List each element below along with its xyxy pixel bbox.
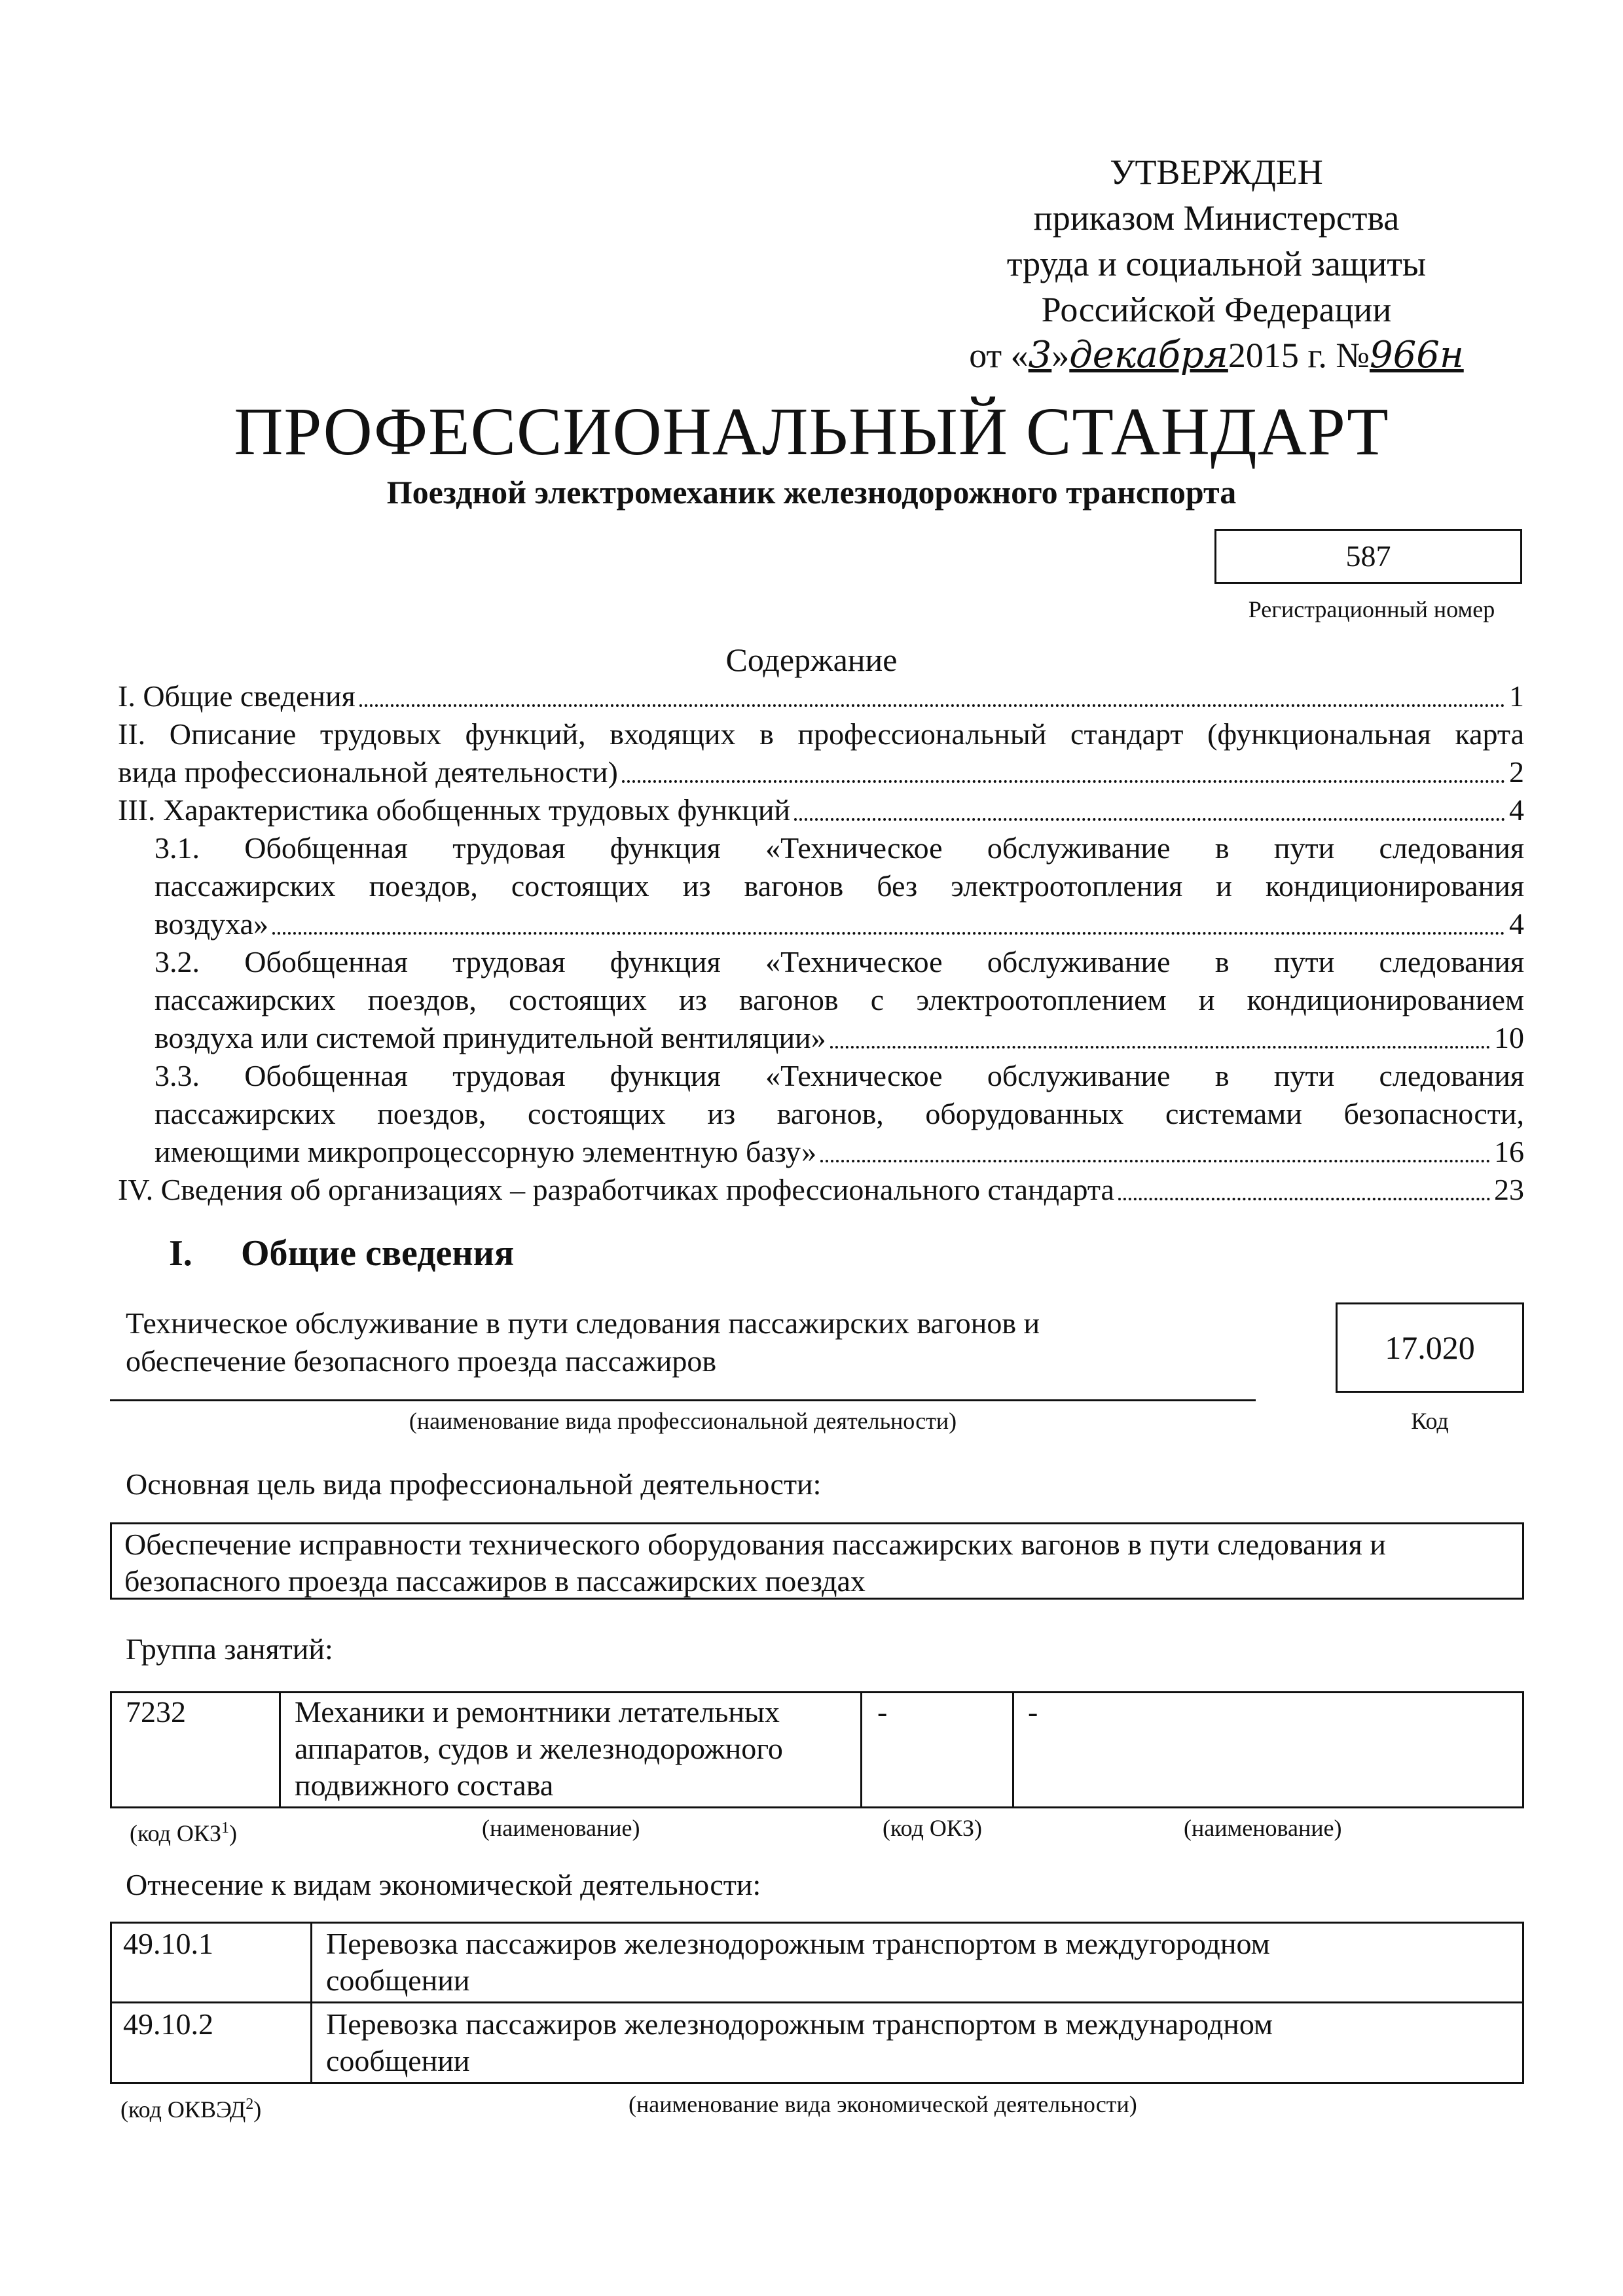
approval-line-3: труда и социальной защиты <box>1006 244 1427 283</box>
econ-activity-2-line-1: Перевозка пассажиров железнодорожным транспортом в международном <box>326 2007 1273 2041</box>
econ-table <box>110 1922 1524 2084</box>
activity-caption: (наименование вида профессиональной деятельности) <box>409 1408 957 1434</box>
table-row-divider <box>110 2001 1524 2003</box>
table-border-left <box>110 1691 112 1808</box>
toc-item-3-2-line-1[interactable]: 3.2. Обобщенная трудовая функция «Техническое обслуживание в пути следования <box>155 945 1524 978</box>
document-title: ПРОФЕССИОНАЛЬНЫЙ СТАНДАРТ <box>234 394 1389 469</box>
goal-text-line-2: безопасного проезда пассажиров в пассажирских поездах <box>124 1564 866 1598</box>
okved-code-caption <box>120 2089 261 2125</box>
occupation-name-1-line-1: Механики и ремонтники летательных <box>295 1695 780 1729</box>
toc-item-3-3-line-1[interactable]: 3.3. Обобщенная трудовая функция «Техническое обслуживание в пути следования <box>155 1059 1524 1092</box>
toc-leader-dots <box>820 1160 1490 1162</box>
toc-item-label: воздуха или системой принудительной вентиляции» <box>155 1021 826 1054</box>
goal-text-line-1: Обеспечение исправности технического оборудования пассажирских вагонов в пути следования и <box>124 1528 1386 1561</box>
caption-text: (код ОКВЭД <box>120 2096 246 2123</box>
activity-name-line-2: обеспечение безопасного проезда пассажиров <box>126 1344 717 1378</box>
caption-text: (код ОКЗ <box>130 1820 221 1846</box>
toc-item-3-1[interactable] <box>155 905 1524 944</box>
registration-number-label: Регистрационный номер <box>1248 596 1495 622</box>
toc-item-label: вида профессиональной деятельности) <box>118 755 618 789</box>
table-divider <box>1012 1691 1014 1808</box>
section-number: I. <box>169 1233 192 1274</box>
group-table <box>110 1691 1524 1808</box>
toc-item-3-1-line-2[interactable]: пассажирских поездов, состоящих из вагонов без электроотопления и кондиционирования <box>155 869 1524 903</box>
handwritten-day: 3 <box>1028 334 1052 376</box>
toc-page-number: 4 <box>1509 907 1524 941</box>
toc-leader-dots <box>622 780 1505 783</box>
section-1-heading <box>169 1230 514 1276</box>
toc-leader-dots <box>1118 1198 1490 1200</box>
activity-code-box: 17.020 <box>1336 1302 1524 1393</box>
toc-leader-dots <box>830 1046 1490 1049</box>
toc-item-label: имеющими микропроцессорную элементную базу» <box>155 1135 817 1168</box>
approval-block <box>968 149 1465 378</box>
toc-item-3-3[interactable] <box>155 1132 1524 1172</box>
occupation-name-2: - <box>1028 1695 1038 1729</box>
toc-page-number: 1 <box>1509 679 1524 713</box>
occupation-name-1-line-3: подвижного состава <box>295 1768 554 1802</box>
toc-page-number: 10 <box>1494 1021 1524 1054</box>
activity-underline <box>110 1399 1256 1401</box>
table-border-top <box>110 1922 1524 1924</box>
approval-line-2: приказом Министерства <box>1033 198 1400 238</box>
footnote-mark: 1 <box>221 1820 229 1837</box>
toc-item-label: IV. Сведения об организациях – разработчиках профессионального стандарта <box>118 1173 1114 1206</box>
table-border-left <box>110 1922 112 2084</box>
table-border-right <box>1522 1691 1524 1808</box>
section-title: Общие сведения <box>241 1233 515 1274</box>
toc-item-3-2-line-2[interactable]: пассажирских поездов, состоящих из вагонов с электроотоплением и кондиционированием <box>155 983 1524 1016</box>
toc-item-2[interactable] <box>118 753 1524 792</box>
table-border-bottom <box>110 2082 1524 2084</box>
econ-activity-2-line-2: сообщении <box>326 2044 470 2077</box>
toc-heading: Содержание <box>725 641 898 678</box>
handwritten-order-number: 966н <box>1369 334 1464 376</box>
table-divider <box>310 1922 312 2084</box>
econ-activity-1-line-2: сообщении <box>326 1964 470 1997</box>
caption-text: ) <box>228 1820 237 1846</box>
handwritten-month: декабря <box>1069 334 1228 376</box>
activity-name-line-1: Техническое обслуживание в пути следования пассажирских вагонов и <box>126 1306 1040 1340</box>
date-prefix: от « <box>969 336 1029 375</box>
okz-code-caption <box>130 1813 237 1848</box>
document-subtitle: Поездной электромеханик железнодорожного транспорта <box>386 474 1237 511</box>
econ-name-caption: (наименование вида экономической деятельности) <box>629 2091 1137 2117</box>
approval-line-1: УТВЕРЖДЕН <box>1110 152 1323 192</box>
approval-date-line <box>968 332 1465 378</box>
table-border-right <box>1522 1922 1524 2084</box>
group-label: Группа занятий: <box>126 1632 333 1666</box>
name-caption-1: (наименование) <box>482 1815 640 1841</box>
occupation-name-1-line-2: аппаратов, судов и железнодорожного <box>295 1732 783 1765</box>
toc-leader-dots <box>272 932 1505 935</box>
econ-label: Отнесение к видам экономической деятельности: <box>126 1868 761 1901</box>
okz-code-caption-2: (код ОКЗ) <box>883 1815 982 1841</box>
day-suffix: » <box>1051 336 1070 375</box>
table-divider <box>279 1691 281 1808</box>
code-caption: Код <box>1411 1408 1449 1434</box>
caption-text: ) <box>253 2096 262 2123</box>
toc-item-2-line-1[interactable]: II. Описание трудовых функций, входящих в профессиональный стандарт (функциональная карта <box>118 717 1524 751</box>
toc-page-number: 4 <box>1509 793 1524 827</box>
toc-page-number: 2 <box>1509 755 1524 789</box>
name-caption-2: (наименование) <box>1184 1815 1342 1841</box>
toc-item-3-2[interactable] <box>155 1018 1524 1058</box>
toc-leader-dots <box>794 818 1505 821</box>
registration-number-box: 587 <box>1214 529 1522 584</box>
econ-activity-1-line-1: Перевозка пассажиров железнодорожным транспортом в междугородном <box>326 1927 1270 1960</box>
okved-code-1: 49.10.1 <box>123 1927 213 1960</box>
toc-item-3[interactable] <box>118 791 1524 830</box>
table-divider <box>860 1691 862 1808</box>
approval-line-4: Российской Федерации <box>1041 290 1392 329</box>
goal-label: Основная цель вида профессиональной деятельности: <box>126 1467 822 1501</box>
okz-code-1: 7232 <box>126 1695 186 1729</box>
toc-page-number: 23 <box>1494 1173 1524 1206</box>
toc-item-1[interactable] <box>118 677 1524 716</box>
toc-item-label: III. Характеристика обобщенных трудовых функций <box>118 793 791 827</box>
okz-code-2: - <box>877 1695 888 1729</box>
toc-leader-dots <box>359 704 1505 707</box>
table-border-bottom <box>110 1806 1524 1808</box>
okved-code-2: 49.10.2 <box>123 2007 213 2041</box>
toc-item-label: I. Общие сведения <box>118 679 356 713</box>
toc-item-3-3-line-2[interactable]: пассажирских поездов, состоящих из вагонов, оборудованных системами безопасности, <box>155 1097 1524 1130</box>
toc-page-number: 16 <box>1494 1135 1524 1168</box>
toc-item-label: воздуха» <box>155 907 268 941</box>
footnote-mark: 2 <box>246 2096 254 2113</box>
toc-item-3-1-line-1[interactable]: 3.1. Обобщенная трудовая функция «Техническое обслуживание в пути следования <box>155 831 1524 865</box>
toc-item-4[interactable] <box>118 1170 1524 1210</box>
year-text: 2015 г. № <box>1228 336 1370 375</box>
